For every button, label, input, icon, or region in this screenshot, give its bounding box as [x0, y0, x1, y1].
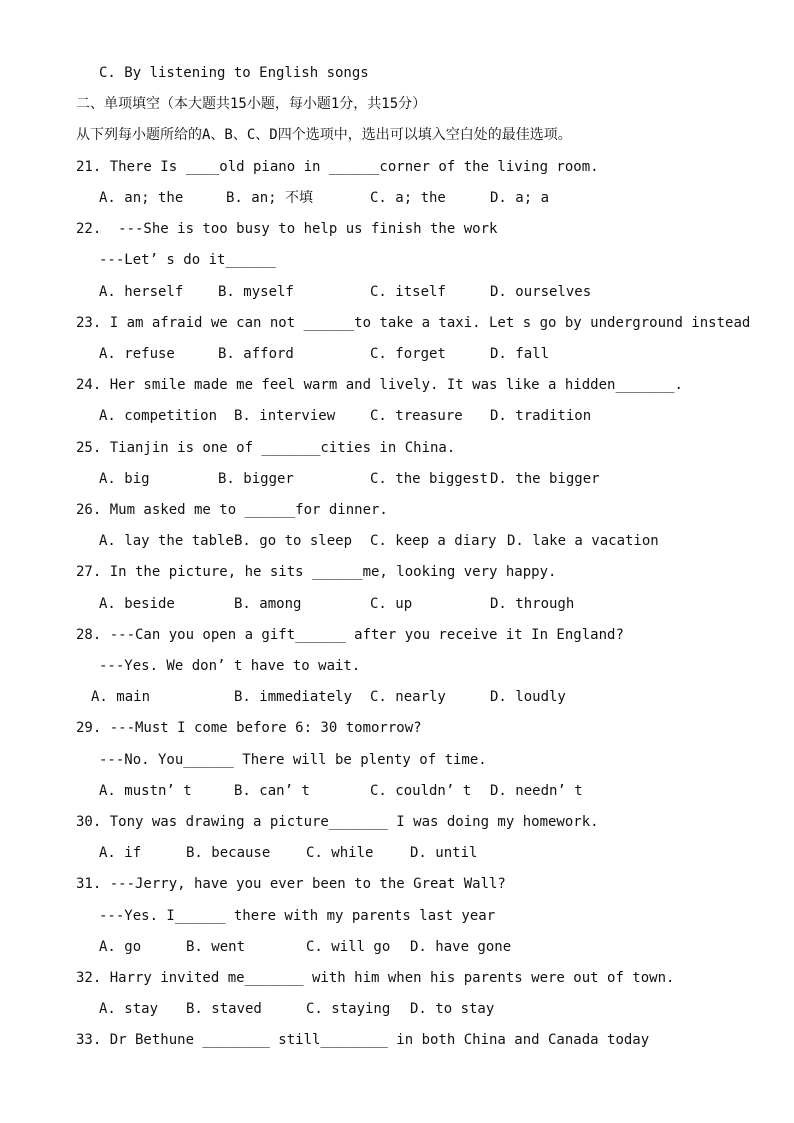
q21-option-a: A. an; the	[99, 190, 184, 206]
q24-option-b: B. interview	[234, 408, 336, 424]
q30-option-c: C. while	[306, 845, 374, 861]
q29-option-a: A. mustn’ t	[99, 783, 192, 799]
section-instructions: 从下列每小题所给的A、B、C、D四个选项中，选出可以填入空白处的最佳选项。	[76, 127, 572, 143]
option-c-prev: C. By listening to English songs	[99, 65, 369, 81]
q23-option-b: B. afford	[218, 346, 294, 362]
q30-option-b: B. because	[186, 845, 271, 861]
question-28-reply: ---Yes. We don’ t have to wait.	[99, 658, 361, 674]
q25-option-d: D. the bigger	[490, 471, 600, 487]
q32-option-d: D. to stay	[410, 1001, 495, 1017]
q31-option-d: D. have gone	[410, 939, 512, 955]
question-31-reply: ---Yes. I______ there with my parents last year	[99, 908, 496, 924]
q21-option-d: D. a; a	[490, 190, 550, 206]
question-22: 22. ---She is too busy to help us finish the work	[76, 221, 498, 237]
q28-option-c: C. nearly	[370, 689, 446, 705]
question-24: 24. Her smile made me feel warm and lively. It was like a hidden_______.	[76, 377, 683, 393]
question-32: 32. Harry invited me_______ with him when his parents were out of town.	[76, 970, 675, 986]
q24-option-a: A. competition	[99, 408, 218, 424]
q27-option-a: A. beside	[99, 596, 175, 612]
q29-option-d: D. needn’ t	[490, 783, 583, 799]
q28-option-a: A. main	[91, 689, 151, 705]
q32-option-a: A. stay	[99, 1001, 159, 1017]
section-heading: 二、单项填空（本大题共15小题，每小题1分，共15分）	[76, 96, 427, 112]
q31-option-c: C. will go	[306, 939, 391, 955]
q27-option-c: C. up	[370, 596, 413, 612]
q27-option-d: D. through	[490, 596, 575, 612]
q32-option-b: B. staved	[186, 1001, 262, 1017]
question-30: 30. Tony was drawing a picture_______ I was doing my homework.	[76, 814, 599, 830]
q21-option-c: C. a; the	[370, 190, 446, 206]
q23-option-a: A. refuse	[99, 346, 175, 362]
question-31: 31. ---Jerry, have you ever been to the Great Wall?	[76, 876, 506, 892]
q21-option-b: B. an; 不填	[226, 190, 314, 206]
q25-option-b: B. bigger	[218, 471, 294, 487]
q22-option-c: C. itself	[370, 284, 446, 300]
q26-option-a: A. lay the table	[99, 533, 234, 549]
q23-option-d: D. fall	[490, 346, 550, 362]
q30-option-a: A. if	[99, 845, 142, 861]
question-21: 21. There Is ____old piano in ______corner of the living room.	[76, 159, 599, 175]
q26-option-d: D. lake a vacation	[507, 533, 659, 549]
question-28: 28. ---Can you open a gift______ after you receive it In England?	[76, 627, 624, 643]
q30-option-d: D. until	[410, 845, 478, 861]
q29-option-b: B. can’ t	[234, 783, 310, 799]
question-23: 23. I am afraid we can not ______to take a taxi. Let s go by underground instead	[76, 315, 751, 331]
q31-option-a: A. go	[99, 939, 142, 955]
question-22-reply: ---Let’ s do it______	[99, 252, 277, 268]
q27-option-b: B. among	[234, 596, 302, 612]
q22-option-a: A. herself	[99, 284, 184, 300]
question-26: 26. Mum asked me to ______for dinner.	[76, 502, 388, 518]
q32-option-c: C. staying	[306, 1001, 391, 1017]
q28-option-b: B. immediately	[234, 689, 353, 705]
q24-option-d: D. tradition	[490, 408, 592, 424]
q26-option-b: B. go to sleep	[234, 533, 353, 549]
question-27: 27. In the picture, he sits ______me, looking very happy.	[76, 564, 557, 580]
q28-option-d: D. loudly	[490, 689, 566, 705]
q25-option-a: A. big	[99, 471, 150, 487]
question-25: 25. Tianjin is one of _______cities in China.	[76, 440, 456, 456]
q22-option-d: D. ourselves	[490, 284, 592, 300]
question-29: 29. ---Must I come before 6: 30 tomorrow?	[76, 720, 422, 736]
question-33: 33. Dr Bethune ________ still________ in both China and Canada today	[76, 1032, 650, 1048]
q22-option-b: B. myself	[218, 284, 294, 300]
q29-option-c: C. couldn’ t	[370, 783, 472, 799]
question-29-reply: ---No. You______ There will be plenty of time.	[99, 752, 487, 768]
q25-option-c: C. the biggest	[370, 471, 489, 487]
q23-option-c: C. forget	[370, 346, 446, 362]
q24-option-c: C. treasure	[370, 408, 463, 424]
q31-option-b: B. went	[186, 939, 246, 955]
q26-option-c: C. keep a diary	[370, 533, 497, 549]
